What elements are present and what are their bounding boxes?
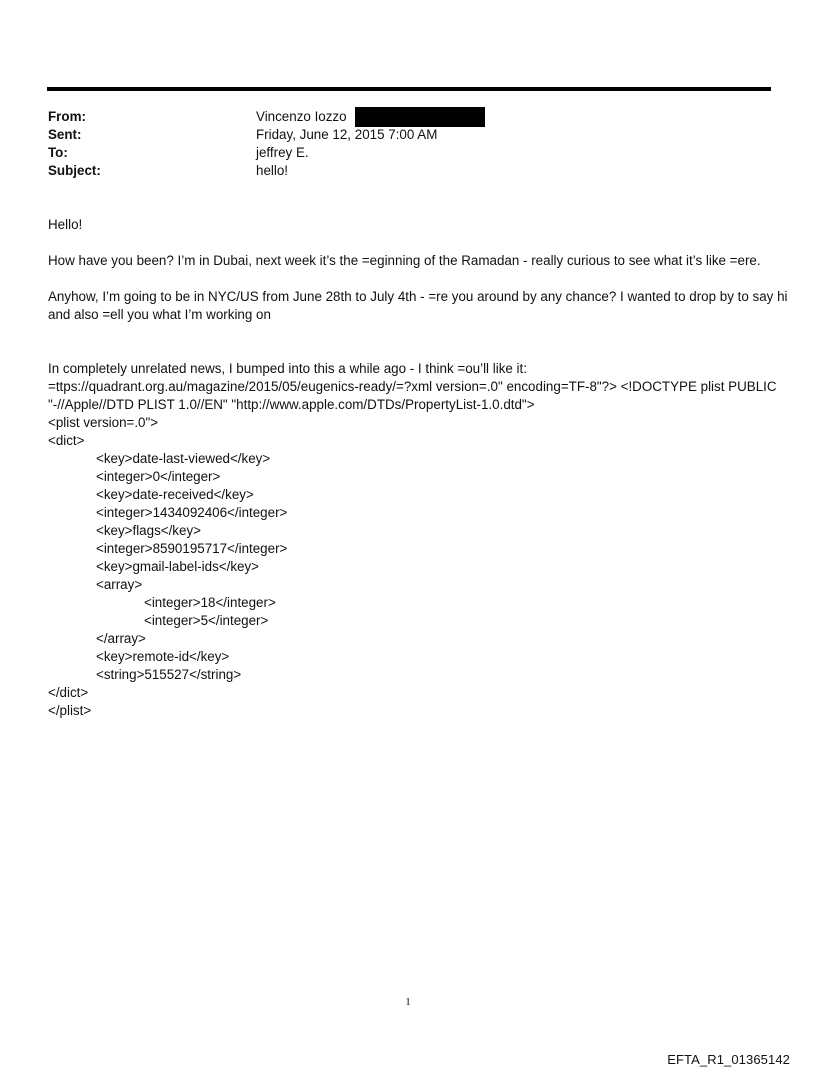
subject-row	[48, 162, 748, 180]
email-body	[48, 216, 788, 720]
plist-line: <string>515527</string>	[96, 667, 242, 682]
plist-line: <integer>5</integer>	[144, 613, 269, 628]
paragraph-3-line-1: In completely unrelated news, I bumped into this a while ago - I think =ou’ll like it:	[48, 361, 527, 376]
to-value: jeffrey E.	[256, 145, 309, 160]
sent-value: Friday, June 12, 2015 7:00 AM	[256, 127, 438, 142]
plist-line: <integer>18</integer>	[144, 595, 276, 610]
from-label: From:	[48, 109, 86, 124]
from-row	[48, 108, 748, 126]
plist-line: <integer>8590195717</integer>	[96, 541, 288, 556]
sent-label: Sent:	[48, 127, 82, 142]
plist-line: <key>date-last-viewed</key>	[96, 451, 271, 466]
plist-line: <key>gmail-label-ids</key>	[96, 559, 260, 574]
plist-line: </array>	[96, 631, 146, 646]
plist-line: <key>date-received</key>	[96, 487, 254, 502]
plist-line: <dict>	[48, 433, 85, 448]
plist-line: <key>remote-id</key>	[96, 649, 230, 664]
plist-line: <plist version=.0">	[48, 415, 159, 430]
plist-line: <integer>1434092406</integer>	[96, 505, 288, 520]
plist-line: </plist>	[48, 703, 92, 718]
header-divider	[47, 87, 771, 91]
plist-line: </dict>	[48, 685, 89, 700]
from-value: Vincenzo Iozzo	[256, 109, 347, 124]
plist-line: <key>flags</key>	[96, 523, 201, 538]
redaction-block	[355, 107, 485, 127]
to-row	[48, 144, 748, 162]
plist-line: <integer>0</integer>	[96, 469, 221, 484]
plist-line: <array>	[96, 577, 143, 592]
page-number: 1	[405, 996, 411, 1008]
document-id: EFTA_R1_01365142	[667, 1052, 790, 1067]
to-label: To:	[48, 145, 68, 160]
email-header	[48, 108, 748, 180]
paragraph-1: How have you been? I’m in Dubai, next week it’s the =eginning of the Ramadan - really curious to see what it’s like =ere.	[48, 253, 761, 268]
sent-row	[48, 126, 748, 144]
greeting: Hello!	[48, 217, 83, 232]
paragraph-3-line-2: =ttps://quadrant.org.au/magazine/2015/05/eugenics-ready/=?xml version=.0" encoding=TF-8"?> <!DOCTYPE plist PUBLIC "-//Apple//DTD PLIST 1.0//EN" "http://www.apple.com/DTDs/PropertyList-1.0.dtd">	[48, 379, 777, 412]
subject-label: Subject:	[48, 163, 101, 178]
subject-value: hello!	[256, 163, 289, 178]
paragraph-2: Anyhow, I’m going to be in NYC/US from June 28th to July 4th - =re you around by any chance? I wanted to drop by to say hi and also =ell you what I’m working on	[48, 289, 788, 322]
